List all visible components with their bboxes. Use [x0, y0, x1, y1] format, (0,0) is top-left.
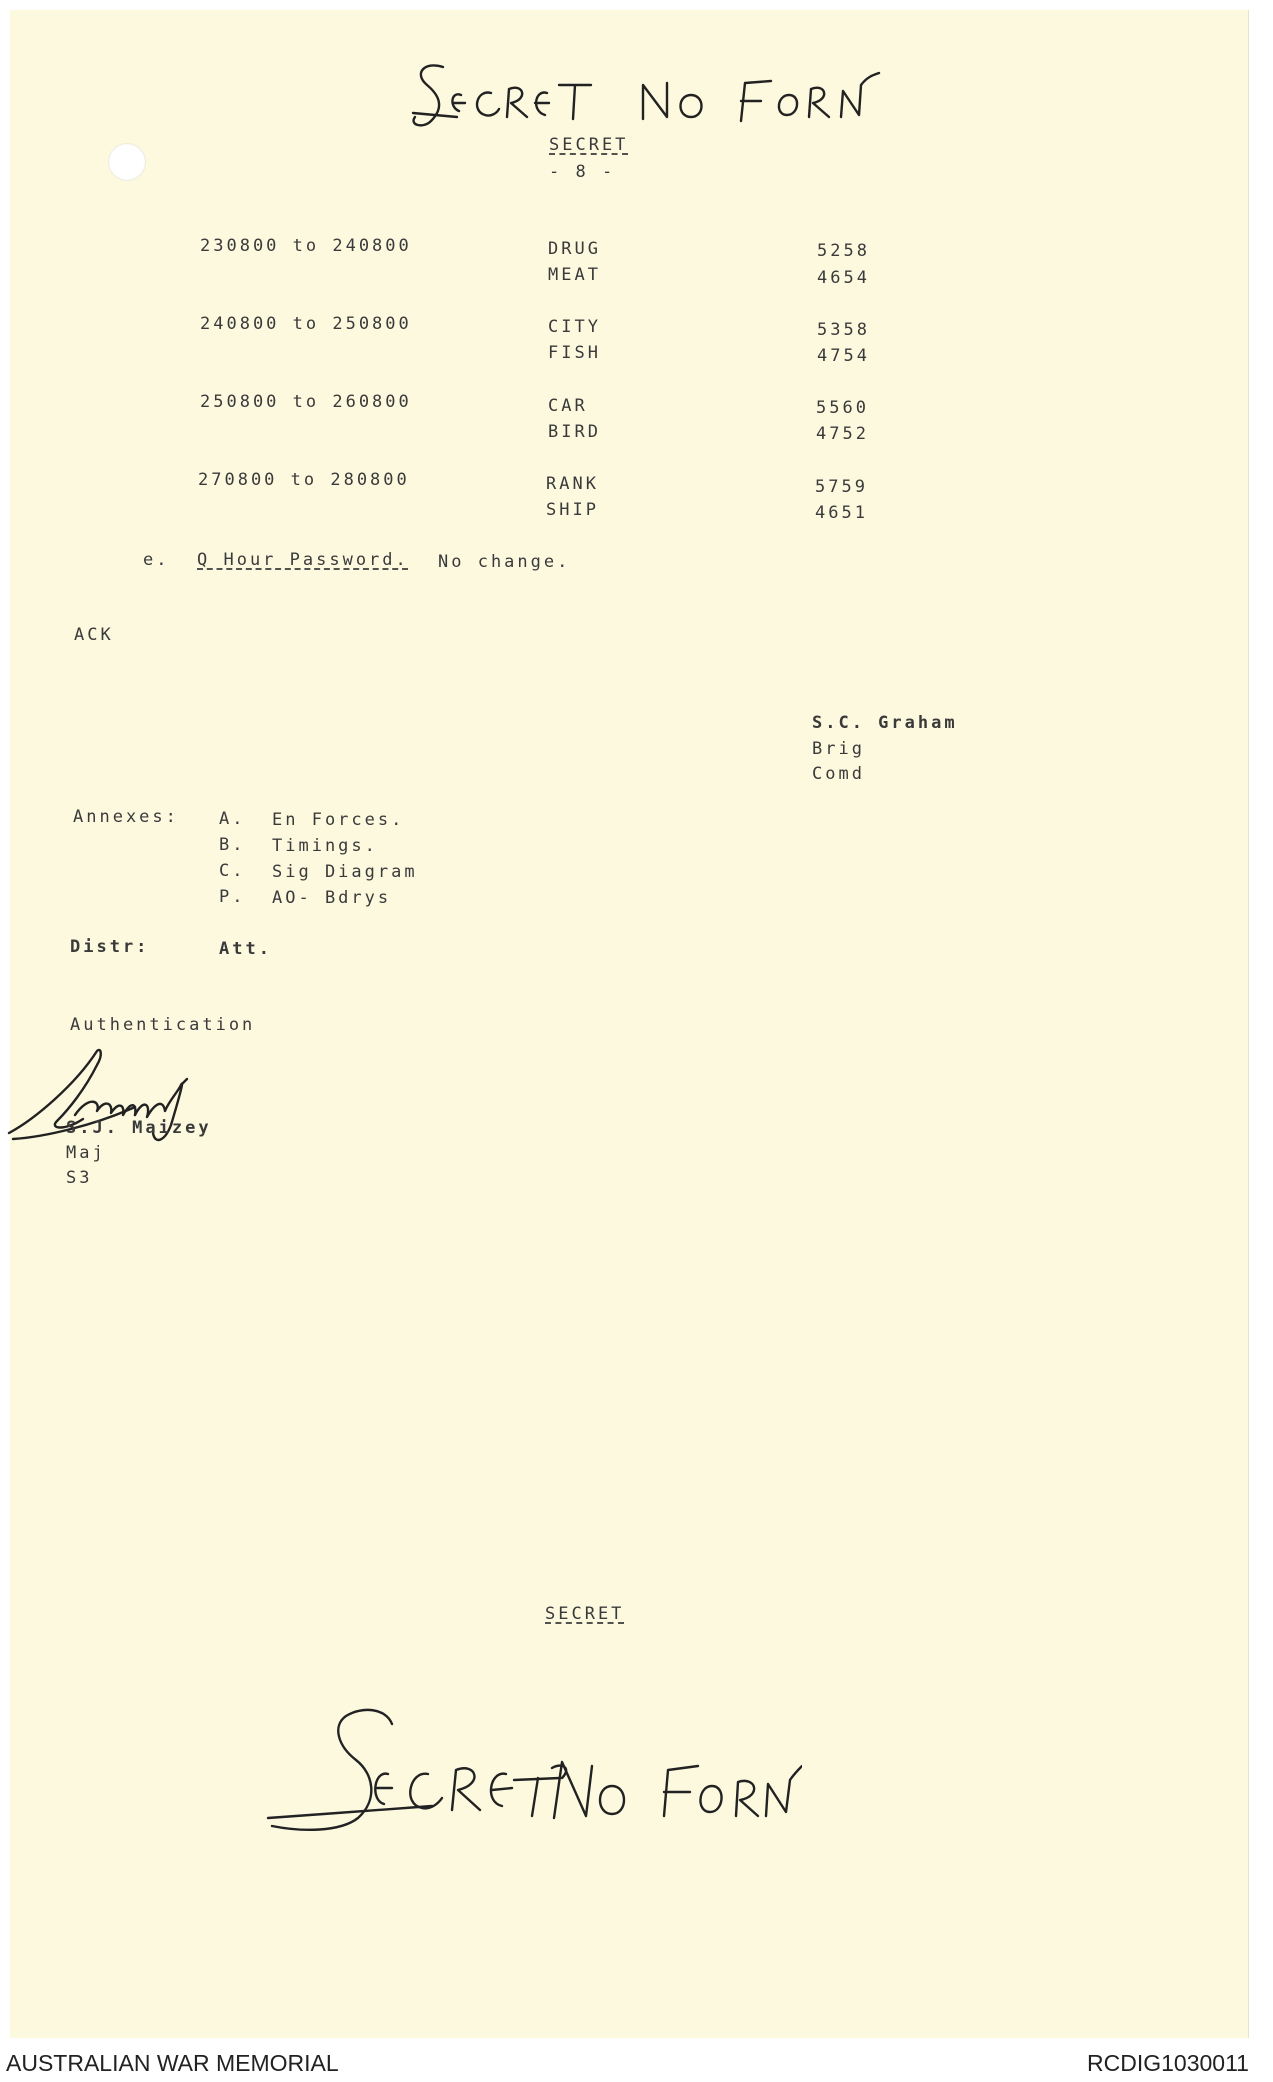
schedule-word: CAR: [548, 396, 588, 416]
annex-text: AO- Bdrys: [272, 888, 392, 908]
schedule-period: 240800 to 250800: [200, 314, 412, 334]
handwritten-secret-noforn-top: [405, 55, 885, 140]
password-label: Q Hour Password.: [197, 550, 409, 570]
ack-label: ACK: [74, 625, 114, 645]
schedule-number: 4754: [817, 346, 870, 366]
commander-role: Comd: [812, 764, 865, 784]
schedule-word: FISH: [548, 343, 601, 363]
schedule-period: 250800 to 260800: [200, 392, 412, 412]
schedule-word: RANK: [546, 474, 599, 494]
schedule-word: SHIP: [546, 500, 599, 520]
schedule-number: 5560: [816, 398, 869, 418]
annex-letter: C.: [219, 861, 246, 881]
archive-source: AUSTRALIAN WAR MEMORIAL: [6, 2050, 339, 2076]
annex-letter: A.: [219, 809, 246, 829]
schedule-period: 230800 to 240800: [200, 236, 412, 256]
schedule-word: MEAT: [548, 265, 601, 285]
schedule-number: 4752: [816, 424, 869, 444]
schedule-number: 5759: [815, 477, 868, 497]
authentication-label: Authentication: [70, 1015, 256, 1035]
punch-hole: [108, 143, 146, 181]
schedule-number: 4654: [817, 268, 870, 288]
header-classification: SECRET: [549, 135, 629, 155]
annex-text: Sig Diagram: [272, 862, 418, 882]
schedule-number: 5358: [817, 320, 870, 340]
archive-id: RCDIG1030011: [1087, 2050, 1249, 2076]
schedule-period: 270800 to 280800: [198, 470, 410, 490]
distribution-label: Distr:: [70, 937, 150, 957]
commander-rank: Brig: [812, 739, 865, 759]
authentication-name: S.J. Maizey: [66, 1118, 212, 1138]
schedule-word: DRUG: [548, 239, 601, 259]
schedule-number: 4651: [815, 503, 868, 523]
handwritten-signature: [5, 1045, 250, 1155]
authentication-role: S3: [66, 1168, 93, 1188]
annex-letter: P.: [219, 887, 246, 907]
password-letter: e.: [143, 550, 170, 570]
annex-letter: B.: [219, 835, 246, 855]
distribution-value: Att.: [219, 939, 272, 959]
schedule-number: 5258: [817, 241, 870, 261]
page-number: - 8 -: [549, 162, 616, 182]
schedule-word: CITY: [548, 317, 601, 337]
commander-name: S.C. Graham: [812, 713, 958, 733]
password-value: No change.: [438, 552, 571, 572]
schedule-word: BIRD: [548, 422, 601, 442]
annexes-label: Annexes:: [73, 807, 179, 827]
authentication-rank: Maj: [66, 1143, 106, 1163]
annex-text: En Forces.: [272, 810, 405, 830]
handwritten-secret-noforn-bottom: [262, 1700, 802, 1850]
footer-classification: SECRET: [545, 1604, 625, 1624]
annex-text: Timings.: [272, 836, 378, 856]
